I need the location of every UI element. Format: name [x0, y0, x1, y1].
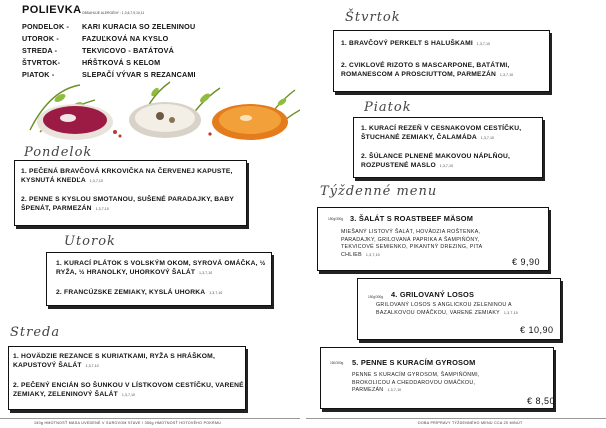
- item-text: 2. PEČENÝ ENCIÁN SO ŠUNKOU V LÍSTKOVOM CESTÍČKU, VARENÉ ZEMIAKY, ZELENINOVÝ ŠALÁT: [13, 382, 244, 399]
- item-text: 1. PEČENÁ BRAVČOVÁ KRKOVIČKA NA ČERVENEJ KAPUSTE, KYSNUTÁ KNEDĽA: [21, 168, 233, 185]
- item-text: 1. KURACÍ PLÁTOK S VOLSKÝM OKOM, SYROVÁ OMÁČKA, ½ RYŽA, ½ HRANOLKY, UHORKOVÝ ŠALÁT: [56, 260, 266, 277]
- soup-name: KARI KURACIA SO ZELENINOU: [82, 22, 196, 31]
- thursday-heading: Štvrtok: [345, 10, 401, 25]
- item-allergens: 1,3,7,10: [439, 164, 454, 169]
- friday-item-1: [361, 124, 541, 144]
- soup-row-tuesday: [22, 34, 168, 43]
- wednesday-item-2: [13, 381, 244, 401]
- tuesday-item-1: [56, 259, 268, 279]
- wednesday-item-1: [13, 352, 244, 372]
- soup-name: HŔŠTKOVÁ S KELOM: [82, 58, 161, 67]
- item-allergens: 1,3,7,10: [121, 393, 136, 398]
- weekly-item-3-title: 3. ŠALÁT S ROASTBEEF MÄSOM: [350, 214, 474, 223]
- item-allergens: 1,3,7,10: [480, 136, 495, 141]
- item-desc: MIEŠANÝ LISTOVÝ ŠALÁT, HOVÄDZIA ROŠTENKA, PARADAJKY, GRILOVANÁ PAPRIKA A ŠAMPIŇÓNY, TEKVICOVÉ SEMIENKO, PIKANTNÝ DREZING, PITA CHLIEB: [341, 229, 483, 259]
- thursday-item-1: [341, 39, 547, 49]
- weekly-item-4-weight: 150g/300g: [368, 295, 384, 299]
- item-allergens: 1,3,7,10: [476, 42, 491, 46]
- soup-title: POLIEVKA: [22, 4, 82, 16]
- weekly-item-3-desc: [341, 229, 509, 260]
- monday-item-2: [21, 195, 243, 215]
- soup-bowls-illustration: [20, 80, 300, 140]
- soup-day: ŠTVRTOK-: [22, 58, 61, 67]
- item-text: 1. KURACÍ REZEŇ V CESNAKOVOM CESTÍČKU, ŠTUCHANÉ ZEMIAKY, ČALAMÁDA: [361, 125, 522, 142]
- friday-item-2: [361, 152, 541, 172]
- item-desc: PENNE S KURACÍM GYROSOM, ŠAMPIŇÓNMI, BROKOLICOU A CHEDDAROVOU OMÁČKOU, PARMEZÁN: [352, 372, 480, 394]
- monday-heading: Pondelok: [24, 145, 93, 160]
- weekly-item-3-price: € 9,90: [512, 257, 541, 267]
- item-allergens: 1,3,7,10: [209, 291, 223, 295]
- weekly-item-3-weight: 150g/300g: [328, 217, 344, 221]
- friday-heading: Piatok: [364, 100, 412, 115]
- soup-day: PIATOK -: [22, 70, 55, 79]
- tuesday-heading: Utorok: [64, 234, 116, 249]
- soup-day: STREDA -: [22, 46, 58, 55]
- soup-name: FAZUĽKOVÁ NA KYSLO: [82, 34, 169, 43]
- soup-row-monday: [22, 22, 195, 31]
- footer-divider-left: [0, 418, 300, 419]
- soup-name: SLEPAČÍ VÝVAR S REZANCAMI: [82, 70, 196, 79]
- item-text: 1. HOVÄDZIE REZANCE S KURIATKAMI, RYŽA S HRÁŠKOM, KAPUSTOVÝ ŠALÁT: [13, 353, 216, 370]
- item-allergens: 1,3,7,10: [500, 73, 514, 78]
- monday-item-1: [21, 167, 243, 187]
- soup-day: PONDELOK -: [22, 22, 70, 31]
- item-desc: GRILOVANÝ LOSOS S ANGLICKOU ZELENINOU A BAZALKOVOU OMÁČKOU, VARENÉ ZEMIAKY: [376, 302, 512, 316]
- soup-name: TEKVICOVO - BATÁTOVÁ: [82, 46, 174, 55]
- tuesday-item-2: [56, 288, 268, 298]
- weekly-item-5-price: € 8,50: [527, 396, 556, 406]
- item-text: 1. BRAVČOVÝ PERKELT S HALUŠKAMI: [341, 40, 473, 47]
- weekly-item-5-desc: [352, 372, 512, 395]
- soup-allergen-note: OBSAHUJE ALERGÉNY : 1,3,6,7,9,10,11: [82, 11, 145, 15]
- item-allergens: 1,3,7,10: [199, 271, 213, 276]
- item-allergens: 1,3,7,10: [504, 310, 518, 315]
- footer-divider-right: [306, 418, 606, 419]
- soup-row-friday: [22, 70, 196, 79]
- footer-right-note: DOBA PRÍPRAVY TÝŽDENNÉHO MENU CCA 20 MINÚT: [418, 421, 523, 425]
- item-allergens: 1,3,7,10: [85, 364, 99, 369]
- weekly-item-5-weight: 150/300g: [330, 361, 344, 365]
- weekly-item-4-price: € 10,90: [520, 325, 554, 335]
- item-text: 2. PENNE S KYSLOU SMOTANOU, SUŠENÉ PARADAJKY, BABY ŠPENÁT, PARMEZÁN: [21, 196, 234, 213]
- item-text: 2. FRANCÚZSKE ZEMIAKY, KYSLÁ UHORKA: [56, 289, 206, 296]
- weekly-item-4-desc: [376, 302, 536, 317]
- weekly-item-4-title: 4. GRILOVANÝ LOSOS: [391, 290, 475, 299]
- soup-row-wednesday: [22, 46, 174, 55]
- footer-left-note: 150g HMOTNOSŤ MÄSA UVEDENÉ V SUROVOM STAVE / 350g HMOTNOSŤ HOTOVÉHO POKRMU: [34, 421, 222, 425]
- soup-row-thursday: [22, 58, 160, 67]
- thursday-item-2: [341, 61, 547, 81]
- item-text: 2. CVIKLOVÉ RIZOTO S MASCARPONE, BATÁTMI, ROMANESCOM A PROSCIUTTOM, PARMEZÁN: [341, 62, 510, 79]
- item-text: 2. ŠÚLANCE PLNENÉ MAKOVOU NÁPLŇOU, ROZPUSTENÉ MASLO: [361, 153, 511, 170]
- item-allergens: 1,3,7,10: [387, 388, 402, 393]
- item-allergens: 1,3,7,10: [89, 179, 103, 184]
- weekly-heading: Týždenné menu: [320, 184, 438, 199]
- item-allergens: 1,3,7,10: [365, 253, 380, 258]
- weekly-item-5-title: 5. PENNE S KURACÍM GYROSOM: [352, 358, 476, 367]
- wednesday-heading: Streda: [10, 325, 61, 340]
- item-allergens: 1,3,7,10: [95, 207, 109, 212]
- soup-day: UTOROK -: [22, 34, 60, 43]
